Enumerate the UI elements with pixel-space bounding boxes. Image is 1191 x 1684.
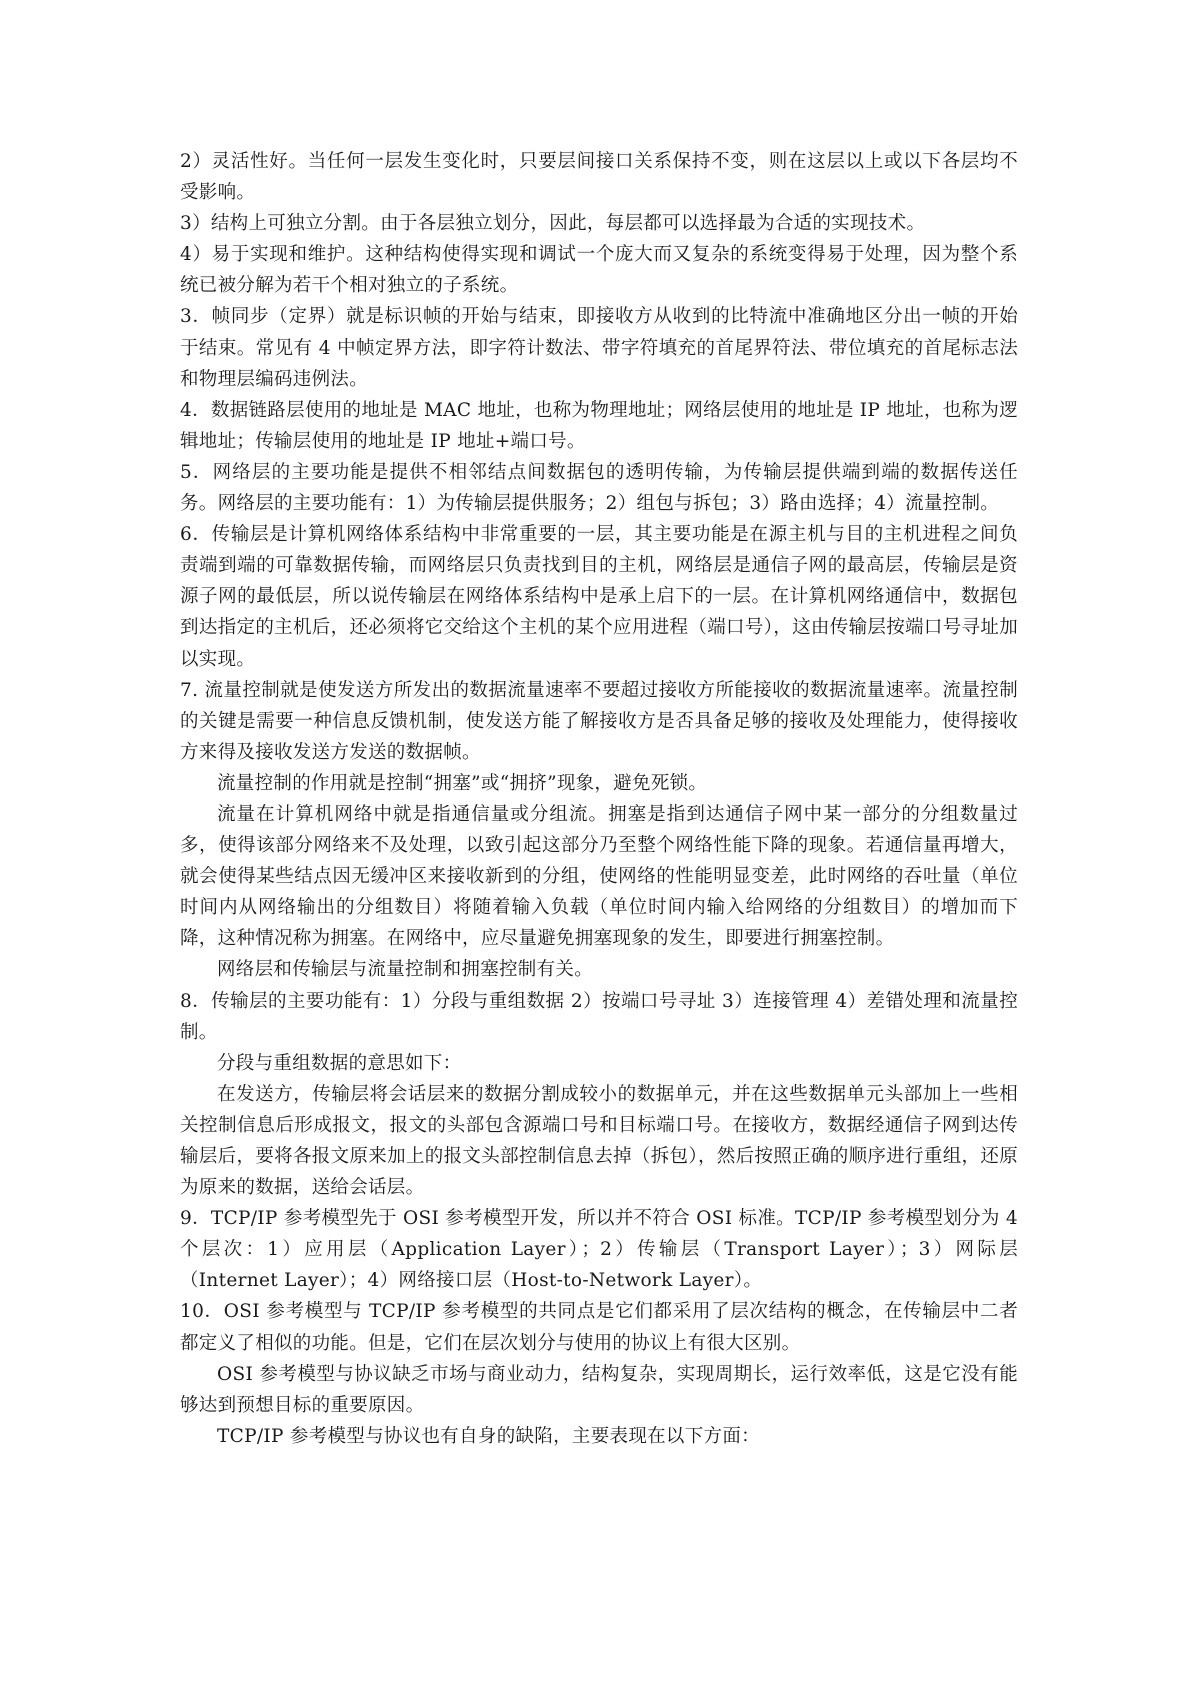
paragraph-answer-7-flow-control: 7. 流量控制就是使发送方所发出的数据流量速率不要超过接收方所能接收的数据流量速率。流量控制的关键是需要一种信息反馈机制，使发送方能了解接收方是否具备足够的接收及处理能力，使得接收方来得及接收发送方发送的数据帧。: [180, 679, 1018, 763]
paragraph-osi-shortcomings: OSI 参考模型与协议缺乏市场与商业动力，结构复杂，实现周期长，运行效率低，这是它没有能够达到预想目标的重要原因。: [180, 1363, 1018, 1416]
paragraph-layering-maintenance: 4）易于实现和维护。这种结构使得实现和调试一个庞大而又复杂的系统变得易于处理，因为整个系统已被分解为若干个相对独立的子系统。: [180, 244, 1018, 297]
paragraph-answer-9-tcpip-model: 9．TCP/IP 参考模型先于 OSI 参考模型开发，所以并不符合 OSI 标准。TCP/IP 参考模型划分为 4 个层次：1）应用层（Application Layer）；2）传输层（Transport Layer）；3）网际层（Internet Layer）；4）网络接口层（Host-to-Network Layer）。: [180, 1208, 1018, 1292]
paragraph-congestion-definition: 流量在计算机网络中就是指通信量或分组流。拥塞是指到达通信子网中某一部分的分组数量过多，使得该部分网络来不及处理，以致引起这部分乃至整个网络性能下降的现象。若通信量再增大，就会使得某些结点因无缓冲区来接收新到的分组，使网络的性能明显变差，此时网络的吞吐量（单位时间内从网络输出的分组数目）将随着输入负载（单位时间内输入给网络的分组数目）的增加而下降，这种情况称为拥塞。在网络中，应尽量避免拥塞现象的发生，即要进行拥塞控制。: [180, 803, 1018, 950]
paragraph-answer-3-frame-sync: 3．帧同步（定界）就是标识帧的开始与结束，即接收方从收到的比特流中准确地区分出一帧的开始于结束。常见有 4 中帧定界方法，即字符计数法、带字符填充的首尾界符法、带位填充的首尾标志法和物理层编码违例法。: [180, 306, 1018, 390]
paragraph-layers-related: 网络层和传输层与流量控制和拥塞控制有关。: [217, 959, 594, 981]
paragraph-answer-5-network-layer: 5．网络层的主要功能是提供不相邻结点间数据包的透明传输，为传输层提供端到端的数据传送任务。网络层的主要功能有：1）为传输层提供服务；2）组包与拆包；3）路由选择；4）流量控制。: [180, 461, 1018, 515]
paragraph-answer-10-osi-vs-tcpip: 10．OSI 参考模型与 TCP/IP 参考模型的共同点是它们都采用了层次结构的概念，在传输层中二者都定义了相似的功能。但是，它们在层次划分与使用的协议上有很大区别。: [180, 1301, 1018, 1354]
document-page: [180, 146, 1018, 1452]
paragraph-segmentation-intro: 分段与重组数据的意思如下：: [217, 1052, 462, 1074]
paragraph-layering-flexibility: 2）灵活性好。当任何一层发生变化时，只要层间接口关系保持不变，则在这层以上或以下各层均不受影响。: [180, 151, 1018, 204]
paragraph-tcpip-shortcomings: TCP/IP 参考模型与协议也有自身的缺陷，主要表现在以下方面：: [217, 1425, 760, 1447]
paragraph-answer-4-addresses: 4．数据链路层使用的地址是 MAC 地址，也称为物理地址；网络层使用的地址是 IP 地址，也称为逻辑地址；传输层使用的地址是 IP 地址+端口号。: [180, 399, 1018, 452]
paragraph-segmentation-detail: 在发送方，传输层将会话层来的数据分割成较小的数据单元，并在这些数据单元头部加上一些相关控制信息后形成报文，报文的头部包含源端口号和目标端口号。在接收方，数据经通信子网到达传输层后，要将各报文原来加上的报文头部控制信息去掉（拆包），然后按照正确的顺序进行重组，还原为原来的数据，送给会话层。: [180, 1083, 1018, 1199]
paragraph-answer-8-transport-functions: 8．传输层的主要功能有：1）分段与重组数据 2）按端口号寻址 3）连接管理 4）差错处理和流量控制。: [180, 990, 1018, 1043]
paragraph-layering-independence: 3）结构上可独立分割。由于各层独立划分，因此，每层都可以选择最为合适的实现技术。: [180, 213, 926, 235]
paragraph-answer-6-transport-layer: 6．传输层是计算机网络体系结构中非常重要的一层，其主要功能是在源主机与目的主机进程之间负责端到端的可靠数据传输，而网络层只负责找到目的主机，网络层是通信子网的最高层，传输层是资源子网的最低层，所以说传输层在网络体系结构中是承上启下的一层。在计算机网络通信中，数据包到达指定的主机后，还必须将它交给这个主机的某个应用进程（端口号），这由传输层按端口号寻址加以实现。: [180, 524, 1018, 670]
paragraph-flow-control-purpose: 流量控制的作用就是控制“拥塞”或“拥挤”现象，避免死锁。: [217, 772, 708, 794]
